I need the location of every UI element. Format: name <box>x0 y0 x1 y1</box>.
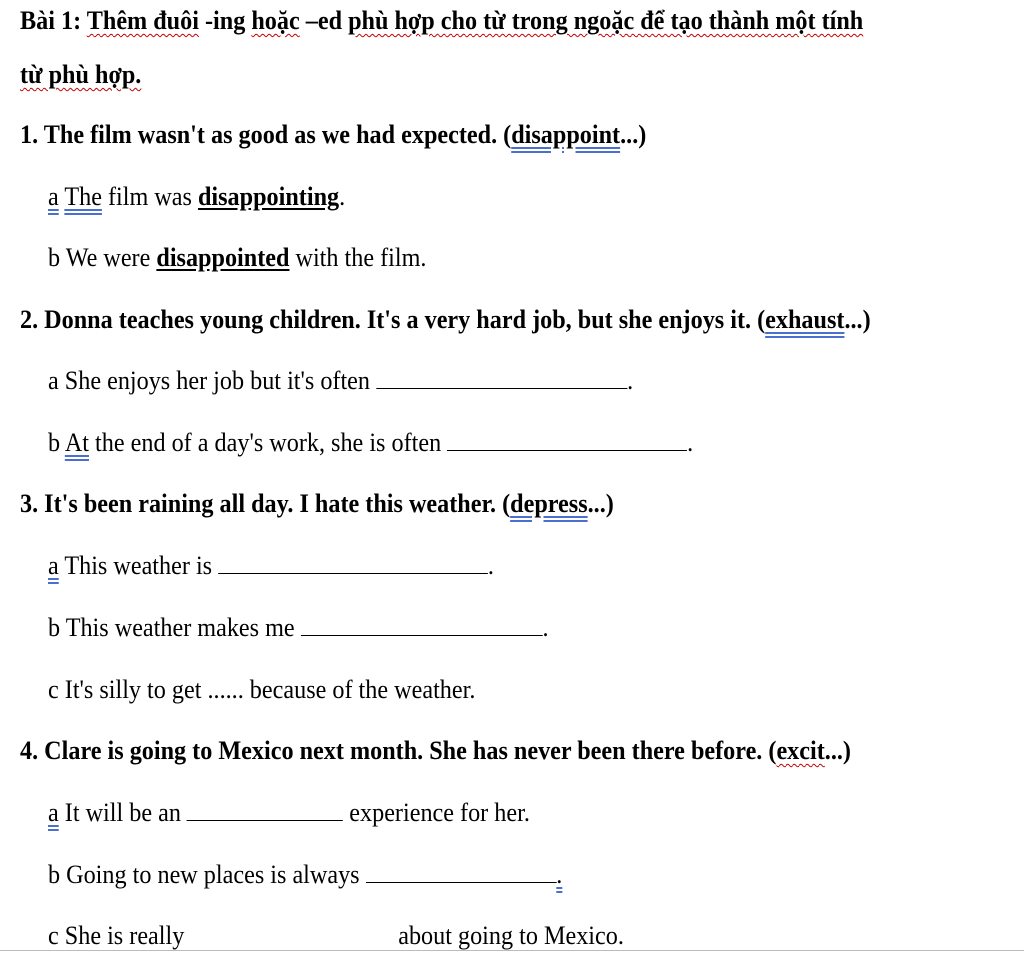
exercise-title <box>20 6 863 36</box>
q2-a-post: . <box>627 366 634 395</box>
q3-b-pre: b This weather makes me <box>48 613 301 642</box>
q3-a-pre: This weather is <box>58 551 219 580</box>
q1-b-answer: disappointed <box>156 243 290 272</box>
q4-a-pre: It will be an <box>58 798 188 827</box>
q2-b-at: At <box>64 428 89 457</box>
q2-b-label: b <box>48 428 65 457</box>
title-word-them-duoi: Thêm đuôi <box>86 6 199 35</box>
q1-a-post: . <box>339 182 346 211</box>
question-2-text: 2. Donna teaches young children. It's a very hard job, but she enjoys it. ( <box>20 305 766 334</box>
q3-a-blank[interactable] <box>218 551 488 574</box>
title-ing: -ing <box>198 6 252 35</box>
question-4-hint-tail: ...) <box>824 736 851 765</box>
q4-a-post: experience for her. <box>343 798 530 827</box>
q4-a-label: a <box>48 798 59 827</box>
question-3 <box>20 489 614 519</box>
question-1-text: 1. The film wasn't as good as we had expected. ( <box>20 120 512 149</box>
q1-item-a <box>48 182 345 212</box>
q1-a-label: a <box>48 182 59 211</box>
question-4-text: 4. Clare is going to Mexico next month. She has never been there before. ( <box>20 736 777 765</box>
q4-c-pre: c She is really <box>48 921 185 950</box>
question-3-hint: depress <box>510 489 588 518</box>
q4-a-blank[interactable] <box>187 798 343 821</box>
q3-item-c <box>48 675 475 705</box>
q3-c-text: c It's silly to get ...... because of the weather. <box>48 675 476 704</box>
q2-a-blank[interactable] <box>376 366 627 389</box>
q3-a-post: . <box>487 551 494 580</box>
title-ed: –ed <box>299 6 349 35</box>
question-2-hint-tail: ...) <box>844 305 871 334</box>
q2-item-a <box>48 366 633 396</box>
title-rest: phù hợp cho từ trong ngoặc để tạo thành một tính <box>348 6 864 35</box>
q2-b-post: . <box>687 428 694 457</box>
question-3-hint-tail: ...) <box>587 489 614 518</box>
exercise-title-line2 <box>20 60 141 90</box>
q4-item-c <box>48 921 624 951</box>
q4-item-a <box>48 798 530 828</box>
title-tu-phu-hop: từ phù hợp. <box>20 60 142 89</box>
q4-b-pre: b Going to new places is always <box>48 860 366 889</box>
question-4-hint: excit <box>776 736 825 765</box>
q2-b-blank[interactable] <box>447 428 687 451</box>
q3-b-post: . <box>542 613 549 642</box>
q3-item-b <box>48 613 549 643</box>
q4-b-post: . <box>556 860 563 889</box>
q2-item-b <box>48 428 693 458</box>
q1-b-pre: b We were <box>48 243 157 272</box>
q1-b-post: with the film. <box>289 243 427 272</box>
q4-item-b <box>48 860 562 890</box>
question-3-text: 3. It's been raining all day. I hate this weather. ( <box>20 489 511 518</box>
q1-a-the: The <box>64 182 102 211</box>
q1-item-b <box>48 243 426 273</box>
q3-b-blank[interactable] <box>301 613 543 636</box>
q1-a-answer: disappointing <box>197 182 340 211</box>
q4-b-blank[interactable] <box>366 860 557 883</box>
question-2 <box>20 305 871 335</box>
q3-a-label: a <box>48 551 59 580</box>
q2-a-pre: a She enjoys her job but it's often <box>48 366 377 395</box>
title-word-hoac: hoặc <box>251 6 300 35</box>
question-2-hint: exhaust <box>765 305 845 334</box>
question-1-hint: disappoint <box>511 120 621 149</box>
question-1 <box>20 120 646 150</box>
question-4 <box>20 736 851 766</box>
question-1-hint-tail: ...) <box>620 120 647 149</box>
q4-c-post: about going to Mexico. <box>398 921 624 950</box>
page-bottom-edge <box>0 950 1024 951</box>
title-prefix: Bài 1: <box>20 6 87 35</box>
q3-item-a <box>48 551 494 581</box>
q2-b-pre: the end of a day's work, she is often <box>88 428 448 457</box>
q1-a-pre: film was <box>101 182 198 211</box>
